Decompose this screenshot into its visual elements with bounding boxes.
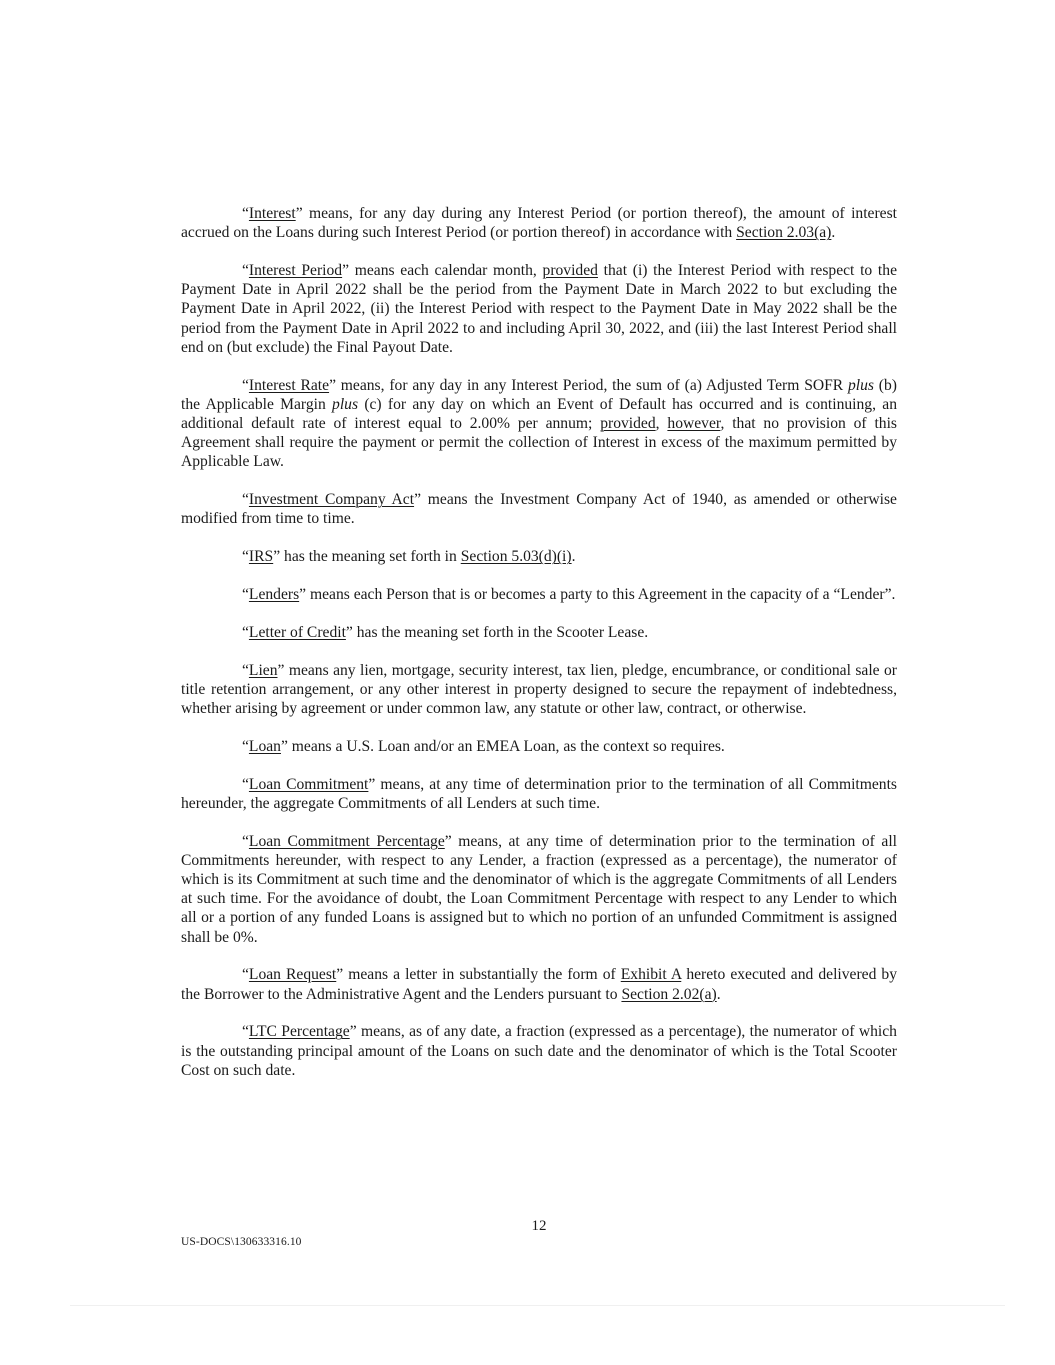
definition-text: ” means, for any day in any Interest Period, the sum of (a) Adjusted Term SOFR (329, 376, 848, 394)
definition-text: “ (242, 775, 249, 793)
definition-text: . (831, 224, 836, 242)
definition-text: hereto executed and delivered by the Borrower to the Administrative Agent and the Lenders pursuant to (181, 966, 898, 1003)
definition-text: ” means a letter in substantially the form of (336, 966, 621, 984)
defined-term-reference: Interest (248, 205, 296, 222)
definition-loan-commitment-percentage (181, 832, 897, 947)
definition-interest-period (181, 261, 897, 357)
definition-text: (b) the Applicable Margin (181, 376, 897, 413)
page-bottom-edge (70, 1305, 1005, 1306)
definition-text: “ (242, 586, 249, 604)
definition-text: . (716, 985, 721, 1003)
definition-text: ” means, at any time of determination prior to the termination of all Commitments hereunder, the aggregate Commitments of all Lenders at such time. (181, 775, 897, 812)
defined-term-reference: Loan Commitment Percentage (248, 832, 445, 850)
definition-text: “ (242, 966, 249, 984)
definition-text: ” means, at any time of determination prior to the termination of all Commitments hereunder, with respect to any Lender, a fraction (expressed as a percentage), the numerator of which is its Commitment at such time and the denominator of which is the aggregate Commitments of all Lenders at such time. For the avoidance of doubt, the Loan Commitment Percentage with respect to any Lender to which all or a portion of any funded Loans is assigned but to which no portion of an unfunded Commitment is assigned shall be 0%. (181, 832, 898, 946)
defined-term-reference: however (667, 415, 721, 433)
definition-lenders (181, 585, 897, 604)
definition-irs (181, 547, 897, 566)
emphasis-text: plus (332, 395, 359, 413)
page-number: 12 (531, 1218, 547, 1234)
definition-text: “ (242, 661, 249, 679)
definition-text: that (i) the Interest Period with respect to the Payment Date in April 2022 shall be the period from the Payment Date in March 2022 to but excluding the Payment Date in April 2022, (ii) the Interest Period with respect to the Payment Date in May 2022 shall be the period from the Payment Date in April 2022 to and including April 30, 2022, and (iii) the last Interest Period shall end on (but exclude) the Final Payout Date. (181, 262, 897, 356)
definition-text: “ (242, 832, 249, 850)
defined-term-reference: Interest Rate (248, 376, 330, 394)
defined-term-reference: Lien (248, 661, 278, 679)
definition-text: “ (242, 262, 249, 279)
definition-text: “ (242, 491, 249, 509)
defined-term-reference: Section 2.02(a) (621, 985, 717, 1003)
defined-term-reference: provided (600, 415, 656, 433)
definition-text: “ (242, 548, 249, 566)
definition-text: (c) for any day on which an Event of Default has occurred and is continuing, an additional default rate of interest equal to 2.00% per annum; (181, 395, 897, 433)
definition-text: “ (242, 737, 249, 755)
definition-text: ” means a U.S. Loan and/or an EMEA Loan, as the context so requires. (280, 737, 725, 755)
defined-term-reference: provided (542, 262, 598, 279)
defined-term-reference: Loan Request (248, 966, 337, 984)
defined-term-reference: Section 5.03(d)(i) (460, 548, 572, 566)
defined-term-reference: Interest Period (248, 262, 343, 279)
definition-letter-of-credit (181, 623, 897, 642)
defined-term-reference: Exhibit A (620, 966, 682, 984)
definition-text: ” has the meaning set forth in (273, 548, 461, 566)
definition-text: “ (242, 623, 249, 641)
definition-text: “ (242, 376, 249, 394)
definition-interest (181, 204, 897, 242)
definition-loan-request (181, 965, 897, 1003)
definition-text: “ (242, 1023, 249, 1041)
defined-term-reference: IRS (248, 548, 274, 566)
definition-loan (181, 737, 897, 756)
defined-term-reference: LTC Percentage (248, 1023, 350, 1041)
definition-text: , (655, 415, 668, 433)
definition-investment-company-act (181, 490, 897, 528)
defined-term-reference: Investment Company Act (248, 491, 415, 509)
definitions-body (181, 204, 897, 1099)
definition-text: ” has the meaning set forth in the Scooter Lease. (345, 623, 649, 641)
emphasis-text: plus (848, 376, 874, 394)
definition-text: ” means, for any day during any Interest Period (or portion thereof), the amount of interest accrued on the Loans during such Interest Period (or portion thereof) in accordance with (181, 205, 897, 242)
defined-term-reference: Loan (248, 737, 281, 755)
defined-term-reference: Letter of Credit (248, 623, 346, 641)
definition-text: ” means, as of any date, a fraction (expressed as a percentage), the numerator of which is the outstanding principal amount of the Loans on such date and the denominator of which is the Total Scooter Cost on such date. (181, 1023, 897, 1079)
definition-text: , that no provision of this Agreement shall require the payment or permit the collection of Interest in excess of the maximum permitted by Applicable Law. (181, 415, 897, 471)
definition-text: . (571, 548, 576, 566)
definition-interest-rate (181, 376, 897, 472)
definition-loan-commitment (181, 775, 897, 813)
definition-lien (181, 661, 897, 719)
defined-term-reference: Section 2.03(a) (736, 224, 832, 242)
definition-ltc-percentage (181, 1022, 897, 1080)
definition-text: “ (242, 205, 249, 222)
defined-term-reference: Loan Commitment (248, 775, 369, 793)
definition-text: ” means each calendar month, (342, 262, 543, 279)
definition-text: ” means each Person that is or becomes a party to this Agreement in the capacity of a “Lender”. (299, 586, 896, 604)
document-id: US-DOCS\130633316.10 (181, 1236, 302, 1248)
definition-text: ” means any lien, mortgage, security interest, tax lien, pledge, encumbrance, or conditional sale or title retention arrangement, or any other interest in property designed to secure the repayment of indebtedness, whether arising by agreement or under common law, any statute or other law, contract, or otherwise. (181, 661, 897, 718)
defined-term-reference: Lenders (248, 586, 300, 604)
definition-text: ” means the Investment Company Act of 1940, as amended or otherwise modified from time to time. (181, 491, 897, 528)
